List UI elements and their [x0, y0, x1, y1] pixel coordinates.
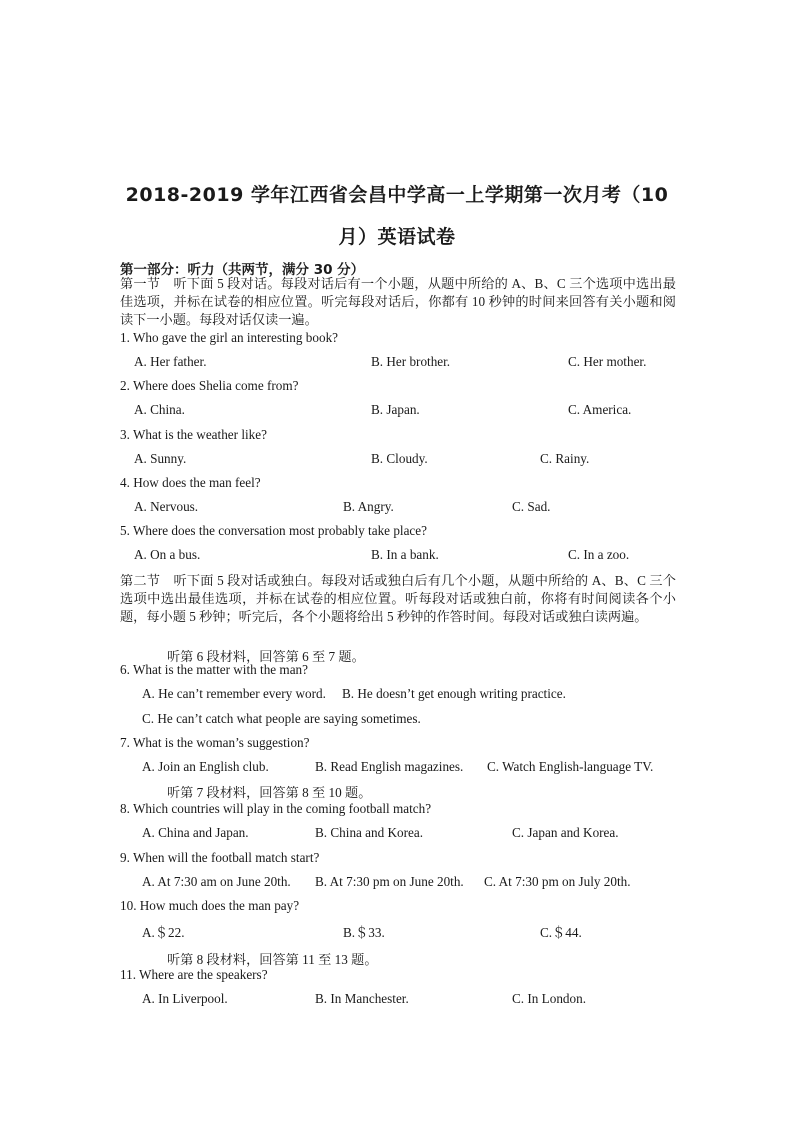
listen-material-8: 听第 8 段材料，回答第 11 至 13 题。 — [167, 952, 378, 967]
question-4-option-a: A. Nervous. — [134, 499, 199, 514]
listen-material-6: 听第 6 段材料，回答第 6 至 7 题。 — [167, 649, 365, 664]
question-9-option-b: B. At 7:30 pm on June 20th. — [315, 874, 464, 889]
question-7: 7. What is the woman’s suggestion? — [120, 735, 310, 750]
question-3-option-c: C. Rainy. — [540, 451, 590, 466]
question-5: 5. Where does the conversation most probably take place? — [120, 523, 427, 538]
question-7-option-a: A. Join an English club. — [142, 759, 269, 774]
question-6-option-b: B. He doesn’t get enough writing practice. — [342, 686, 566, 701]
part1-heading: 第一部分：听力（共两节，满分 30 分） — [120, 262, 365, 278]
question-2-option-a: A. China. — [134, 402, 185, 417]
question-6-option-a: A. He can’t remember every word. — [142, 686, 326, 701]
question-3-option-a: A. Sunny. — [134, 451, 187, 466]
question-10-option-a: A.＄22. — [142, 925, 185, 940]
question-7-option-c: C. Watch English-language TV. — [487, 759, 654, 774]
question-4: 4. How does the man feel? — [120, 475, 261, 490]
question-2-option-c: C. America. — [568, 402, 632, 417]
question-8-option-b: B. China and Korea. — [315, 825, 424, 840]
section1-instructions: 第一节 听下面 5 段对话。每段对话后有一个小题，从题中所给的 A、B、C 三个选项中选出最佳选项，并标在试卷的相应位置。听完每段对话后，你都有 10 秒钟的时间来回答有关小题和阅读下一小题。每段对话仅读一遍。 — [120, 276, 676, 327]
question-11-option-b: B. In Manchester. — [315, 991, 409, 1006]
listen-material-7: 听第 7 段材料，回答第 8 至 10 题。 — [167, 785, 372, 800]
question-5-option-c: C. In a zoo. — [568, 547, 630, 562]
question-10-option-c: C.＄44. — [540, 925, 582, 940]
question-1-option-a: A. Her father. — [134, 354, 207, 369]
question-9-option-a: A. At 7:30 am on June 20th. — [142, 874, 291, 889]
question-10: 10. How much does the man pay? — [120, 898, 300, 913]
question-11-option-c: C. In London. — [512, 991, 586, 1006]
question-8-option-c: C. Japan and Korea. — [512, 825, 619, 840]
page-title-line1: 2018-2019 学年江西省会昌中学高一上学期第一次月考（10 — [125, 184, 669, 206]
question-5-option-b: B. In a bank. — [371, 547, 439, 562]
question-11-option-a: A. In Liverpool. — [142, 991, 228, 1006]
section2-instructions: 第二节 听下面 5 段对话或独白。每段对话或独白后有几个小题，从题中所给的 A、B、C 三个选项中选出最佳选项，并标在试卷的相应位置。听每段对话或独白前，你将有时间阅读各个小题，每小题 5 秒钟；听完后，各个小题将给出 5 秒钟的作答时间。每段对话或独白读两遍。 — [120, 573, 676, 624]
question-2: 2. Where does Shelia come from? — [120, 378, 299, 393]
question-6-option-c: C. He can’t catch what people are saying sometimes. — [142, 711, 421, 726]
question-1-option-c: C. Her mother. — [568, 354, 647, 369]
question-3-option-b: B. Cloudy. — [371, 451, 428, 466]
question-1-option-b: B. Her brother. — [371, 354, 451, 369]
question-11: 11. Where are the speakers? — [120, 967, 268, 982]
question-3: 3. What is the weather like? — [120, 427, 267, 442]
question-9-option-c: C. At 7:30 pm on July 20th. — [484, 874, 631, 889]
question-2-option-b: B. Japan. — [371, 402, 420, 417]
question-4-option-b: B. Angry. — [343, 499, 394, 514]
question-9: 9. When will the football match start? — [120, 850, 320, 865]
question-7-option-b: B. Read English magazines. — [315, 759, 464, 774]
question-4-option-c: C. Sad. — [512, 499, 551, 514]
question-5-option-a: A. On a bus. — [134, 547, 201, 562]
question-6: 6. What is the matter with the man? — [120, 662, 308, 677]
question-10-option-b: B.＄33. — [343, 925, 385, 940]
question-8: 8. Which countries will play in the coming football match? — [120, 801, 432, 816]
question-8-option-a: A. China and Japan. — [142, 825, 249, 840]
question-1: 1. Who gave the girl an interesting book? — [120, 330, 339, 345]
page-title-line2: 月）英语试卷 — [338, 226, 456, 248]
